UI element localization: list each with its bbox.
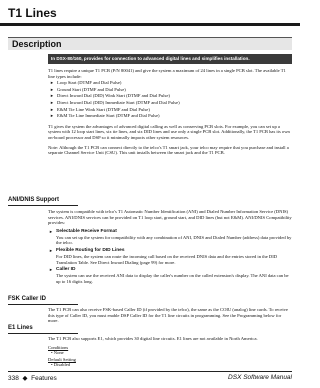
description-body xyxy=(48,68,292,156)
intro-paragraph: T1 lines require a unique T1 PCB (P/N 80041) and give the system a maximum of 24 lines in a single PCB slot. The available T1 line types include: xyxy=(48,68,286,79)
feature-title: Caller ID xyxy=(56,267,76,273)
body-paragraph: T1 gives the system the advantages of advanced digital calling as well as conserving PCB slots. For example, you can set up a system with 12 loop start lines, six tie lines, and six DID lines and use only a single PCB slot. Additionally, the T1 PCB has its own on-board processor and DSP so it minimally impacts other system resources. xyxy=(48,123,290,140)
fsk-paragraph: The T1 PCB can also receive FSK-based Caller ID (if provided by the telco), the same as the COIU (analog) line cards. To receive this type of Caller ID, you must enable DSP Caller ID for the T1 line circuits in programming. See the Programming below for more. xyxy=(48,307,288,324)
list-item: ► Direct Inward Dial (DID) Immediate Start (DTMF and Dial Pulse) xyxy=(50,99,180,105)
title-rule xyxy=(0,23,300,26)
e1-body xyxy=(48,336,292,368)
diamond-icon: ◆ xyxy=(20,375,30,382)
bullet-icon: • xyxy=(51,350,54,356)
highlight-banner: In DSX-80/160, provides for connection to advanced digital lines and simplifies installation. xyxy=(48,54,292,64)
bullet-icon: ► xyxy=(50,93,54,99)
list-item: ► Loop Start (DTMF and Dial Pulse) xyxy=(50,80,122,86)
fsk-body xyxy=(48,307,292,324)
feature-item xyxy=(48,248,292,265)
page-title: T1 Lines xyxy=(8,6,57,20)
fsk-heading: FSK Caller ID xyxy=(8,296,47,302)
list-item: ► Ground Start (DTMF and Dial Pulse) xyxy=(50,86,126,92)
description-section-bar xyxy=(8,37,292,50)
feature-title: Selectable Receive Format xyxy=(56,228,117,234)
manual-name: DSX Software Manual xyxy=(228,374,292,381)
page-number: 338 xyxy=(8,375,19,382)
footer-section xyxy=(8,374,57,382)
feature-text: For DID lines, the system can route the incoming call based on the received DNIS data and the entries stored in the DID Translation Table. See Direct Inward Dialing (page 99) for more. xyxy=(56,253,278,265)
list-item: ► Direct Inward Dial (DID) Wink Start (DTMF and Dial Pulse) xyxy=(50,93,170,99)
bullet-icon: ► xyxy=(50,86,54,92)
bullet-icon: ► xyxy=(50,80,54,86)
feature-text: You can set up the system for compatibility with any combination of ANI, DNIS and Dialed Number (address) data provided by the telco. xyxy=(56,234,292,246)
ani-dnis-heading: ANI/DNIS Support xyxy=(8,197,59,203)
default-setting-value: • Disabled xyxy=(51,362,71,368)
bullet-icon: ► xyxy=(49,247,53,253)
list-item: ► E&M Tie Line Wink Start (DTMF and Dial Pulse) xyxy=(50,106,150,112)
ani-dnis-body xyxy=(48,209,292,284)
bullet-icon: ► xyxy=(50,113,54,119)
conditions-label: Conditions xyxy=(48,344,69,350)
bullet-icon: ► xyxy=(49,228,53,234)
bullet-icon: ► xyxy=(50,99,54,105)
default-setting-label: Default Setting xyxy=(48,356,76,362)
ani-dnis-intro: The system is compatible with telco's T1 Automatic Number Identification (ANI) and Dialed Number Information Service (DNIS) services. ANI/DNIS services can be provided on T1 loop start, ground start, and DID lines (but not E&M). ANI/DNIS Compatibility provides: xyxy=(48,209,292,226)
section-rule xyxy=(8,205,78,206)
e1-heading: E1 Lines xyxy=(8,325,33,331)
section-name: Features xyxy=(31,375,57,382)
section-rule xyxy=(8,333,78,334)
section-rule xyxy=(8,304,78,305)
e1-paragraph: The T1 PCB also supports E1, which provides 30 digital line circuits. E1 lines are not available in North America. xyxy=(48,336,258,341)
note-paragraph: Note: Although the T1 PCB can connect directly to the telco's T1 smart jack, your telco may require that you purchase and install a separate Channel Service Unit (CSU). This unit installs between the smart jack and the T1 PCB. xyxy=(48,144,289,156)
feature-title: Flexible Routing for DID Lines xyxy=(56,247,125,253)
conditions-value: • None xyxy=(51,350,64,356)
footer-rule xyxy=(8,371,292,372)
bullet-icon: ► xyxy=(49,267,53,273)
feature-item xyxy=(48,229,292,246)
feature-text: The system can use the received ANI data to display the caller's number on the called extension's display. The ANI data can be up to 16 digits long. xyxy=(56,273,289,284)
line-type-list xyxy=(48,80,292,120)
bullet-icon: • xyxy=(51,362,54,368)
feature-item xyxy=(48,267,292,284)
list-item: ► E&M Tie Line Immediate Start (DTMF and Dial Pulse) xyxy=(50,113,160,119)
description-heading: Description xyxy=(12,39,62,49)
bullet-icon: ► xyxy=(50,106,54,112)
